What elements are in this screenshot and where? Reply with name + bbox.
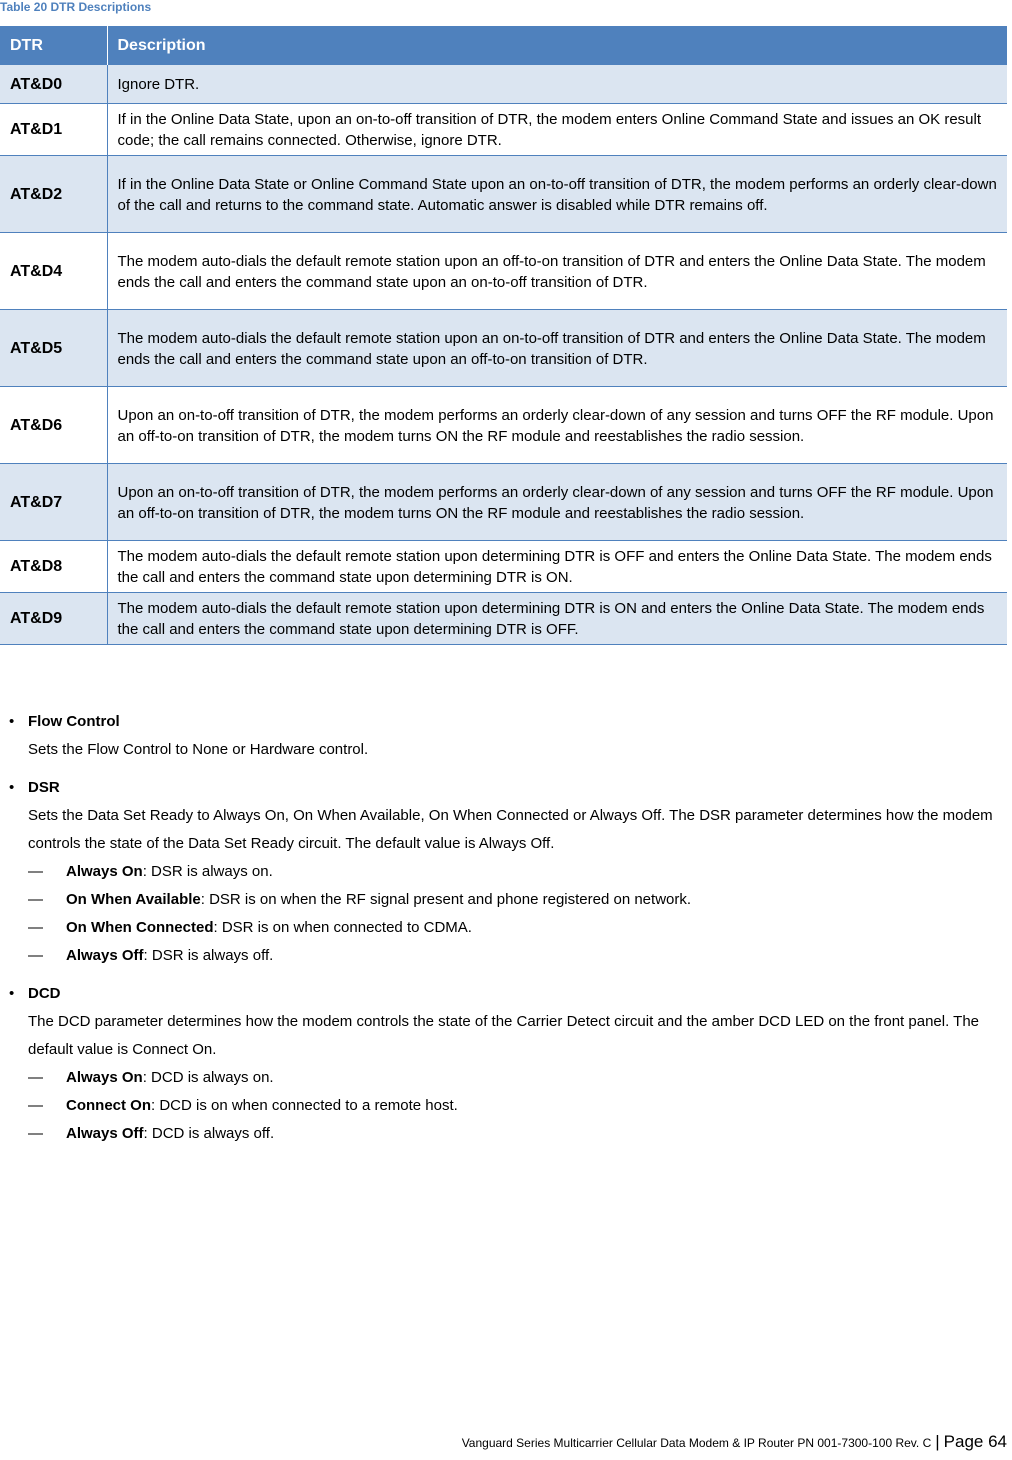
table-row — [0, 593, 1007, 645]
table-row — [0, 387, 1007, 464]
table-row — [0, 233, 1007, 310]
dash-icon: — — [28, 919, 43, 936]
sub-list-item — [28, 1092, 1008, 1120]
section-description: Sets the Flow Control to None or Hardware control. — [28, 741, 369, 758]
dcd-section — [0, 980, 1008, 1148]
page-number: Page 64 — [943, 1432, 1007, 1451]
sub-list-item — [28, 1120, 1008, 1148]
table-header-row — [0, 26, 1007, 65]
section-description: The DCD parameter determines how the modem controls the state of the Carrier Detect circuit and the amber DCD LED on the front panel. The default value is Connect On. — [28, 1013, 979, 1058]
dtr-code: AT&D7 — [0, 464, 107, 541]
dtr-description: If in the Online Data State or Online Command State upon an on-to-off transition of DTR, the modem performs an orderly clear-down of the call and returns to the command state. Automatic answer is disabled while DTR remains off. — [107, 156, 1007, 233]
dtr-description: Upon an on-to-off transition of DTR, the modem performs an orderly clear-down of any session and turns OFF the RF module. Upon an off-to-on transition of DTR, the modem turns ON the RF module and reestablishes the radio session. — [107, 464, 1007, 541]
dtr-code: AT&D8 — [0, 541, 107, 593]
footer-separator: | — [935, 1432, 940, 1451]
dash-icon: — — [28, 891, 43, 908]
sub-item-text: : DCD is always on. — [142, 1069, 274, 1086]
dtr-description: The modem auto-dials the default remote station upon determining DTR is ON and enters the Online Data State. The modem ends the call and enters the command state upon determining DTR is OFF. — [107, 593, 1007, 645]
dtr-description: Upon an on-to-off transition of DTR, the modem performs an orderly clear-down of any session and turns OFF the RF module. Upon an off-to-on transition of DTR, the modem turns ON the RF module and reestablishes the radio session. — [107, 387, 1007, 464]
section-title: DSR — [28, 779, 60, 796]
sub-list-item — [28, 858, 1008, 886]
sub-list-item — [28, 942, 1008, 970]
table-row — [0, 65, 1007, 104]
sub-item-text: : DSR is on when the RF signal present and phone registered on network. — [200, 891, 692, 908]
dtr-code: AT&D6 — [0, 387, 107, 464]
section-description: Sets the Data Set Ready to Always On, On When Available, On When Connected or Always Off. The DSR parameter determines how the modem controls the state of the Data Set Ready circuit. The default value is Always Off. — [28, 807, 993, 852]
dtr-code: AT&D4 — [0, 233, 107, 310]
section-title: DCD — [28, 985, 61, 1002]
dtr-description: If in the Online Data State, upon an on-to-off transition of DTR, the modem enters Online Command State and issues an OK result code; the call remains connected. Otherwise, ignore DTR. — [107, 104, 1007, 156]
dash-icon: — — [28, 1125, 43, 1142]
table-row — [0, 541, 1007, 593]
footer-document-title: Vanguard Series Multicarrier Cellular Data Modem & IP Router PN 001-7300-100 Rev. C — [461, 1436, 932, 1450]
sub-list-item — [28, 914, 1008, 942]
dtr-table — [0, 26, 1007, 645]
dtr-code: AT&D0 — [0, 65, 107, 104]
bullet-icon: • — [9, 713, 15, 730]
section-title: Flow Control — [28, 713, 120, 730]
dash-icon: — — [28, 1097, 43, 1114]
settings-descriptions — [0, 708, 1008, 1158]
sub-item-term: Always On — [66, 863, 143, 880]
bullet-icon: • — [9, 985, 15, 1002]
dash-icon: — — [28, 947, 43, 964]
table-row — [0, 104, 1007, 156]
dsr-section — [0, 774, 1008, 970]
table-row — [0, 310, 1007, 387]
sub-item-term: Always On — [66, 1069, 143, 1086]
sub-list-item — [28, 1064, 1008, 1092]
dtr-description: The modem auto-dials the default remote station upon determining DTR is OFF and enters the Online Data State. The modem ends the call and enters the command state upon determining DTR is ON. — [107, 541, 1007, 593]
table-row — [0, 156, 1007, 233]
sub-item-term: Always Off — [66, 1125, 144, 1142]
sub-item-text: : DSR is always off. — [143, 947, 274, 964]
dtr-description: Ignore DTR. — [107, 65, 1007, 104]
header-description: Description — [107, 26, 1007, 65]
table-row — [0, 464, 1007, 541]
dtr-description: The modem auto-dials the default remote station upon an on-to-off transition of DTR and enters the Online Data State. The modem ends the call and enters the command state upon an off-to-on transition of DTR. — [107, 310, 1007, 387]
table-caption: Table 20 DTR Descriptions — [0, 0, 152, 14]
sub-item-text: : DCD is on when connected to a remote host. — [151, 1097, 458, 1114]
sub-list-item — [28, 886, 1008, 914]
dash-icon: — — [28, 1069, 43, 1086]
dash-icon: — — [28, 863, 43, 880]
header-dtr: DTR — [0, 26, 107, 65]
sub-item-term: Connect On — [66, 1097, 151, 1114]
dtr-code: AT&D1 — [0, 104, 107, 156]
dtr-code: AT&D5 — [0, 310, 107, 387]
sub-item-text: : DCD is always off. — [143, 1125, 275, 1142]
dtr-code: AT&D2 — [0, 156, 107, 233]
flow-control-section — [0, 708, 1008, 764]
sub-item-term: Always Off — [66, 947, 144, 964]
dtr-description: The modem auto-dials the default remote station upon an off-to-on transition of DTR and enters the Online Data State. The modem ends the call and enters the command state upon an on-to-off transition of DTR. — [107, 233, 1007, 310]
sub-item-term: On When Available — [66, 891, 201, 908]
dtr-code: AT&D9 — [0, 593, 107, 645]
sub-item-term: On When Connected — [66, 919, 214, 936]
sub-item-text: : DSR is always on. — [142, 863, 273, 880]
page-footer — [462, 1432, 1007, 1453]
bullet-icon: • — [9, 779, 15, 796]
sub-item-text: : DSR is on when connected to CDMA. — [213, 919, 472, 936]
